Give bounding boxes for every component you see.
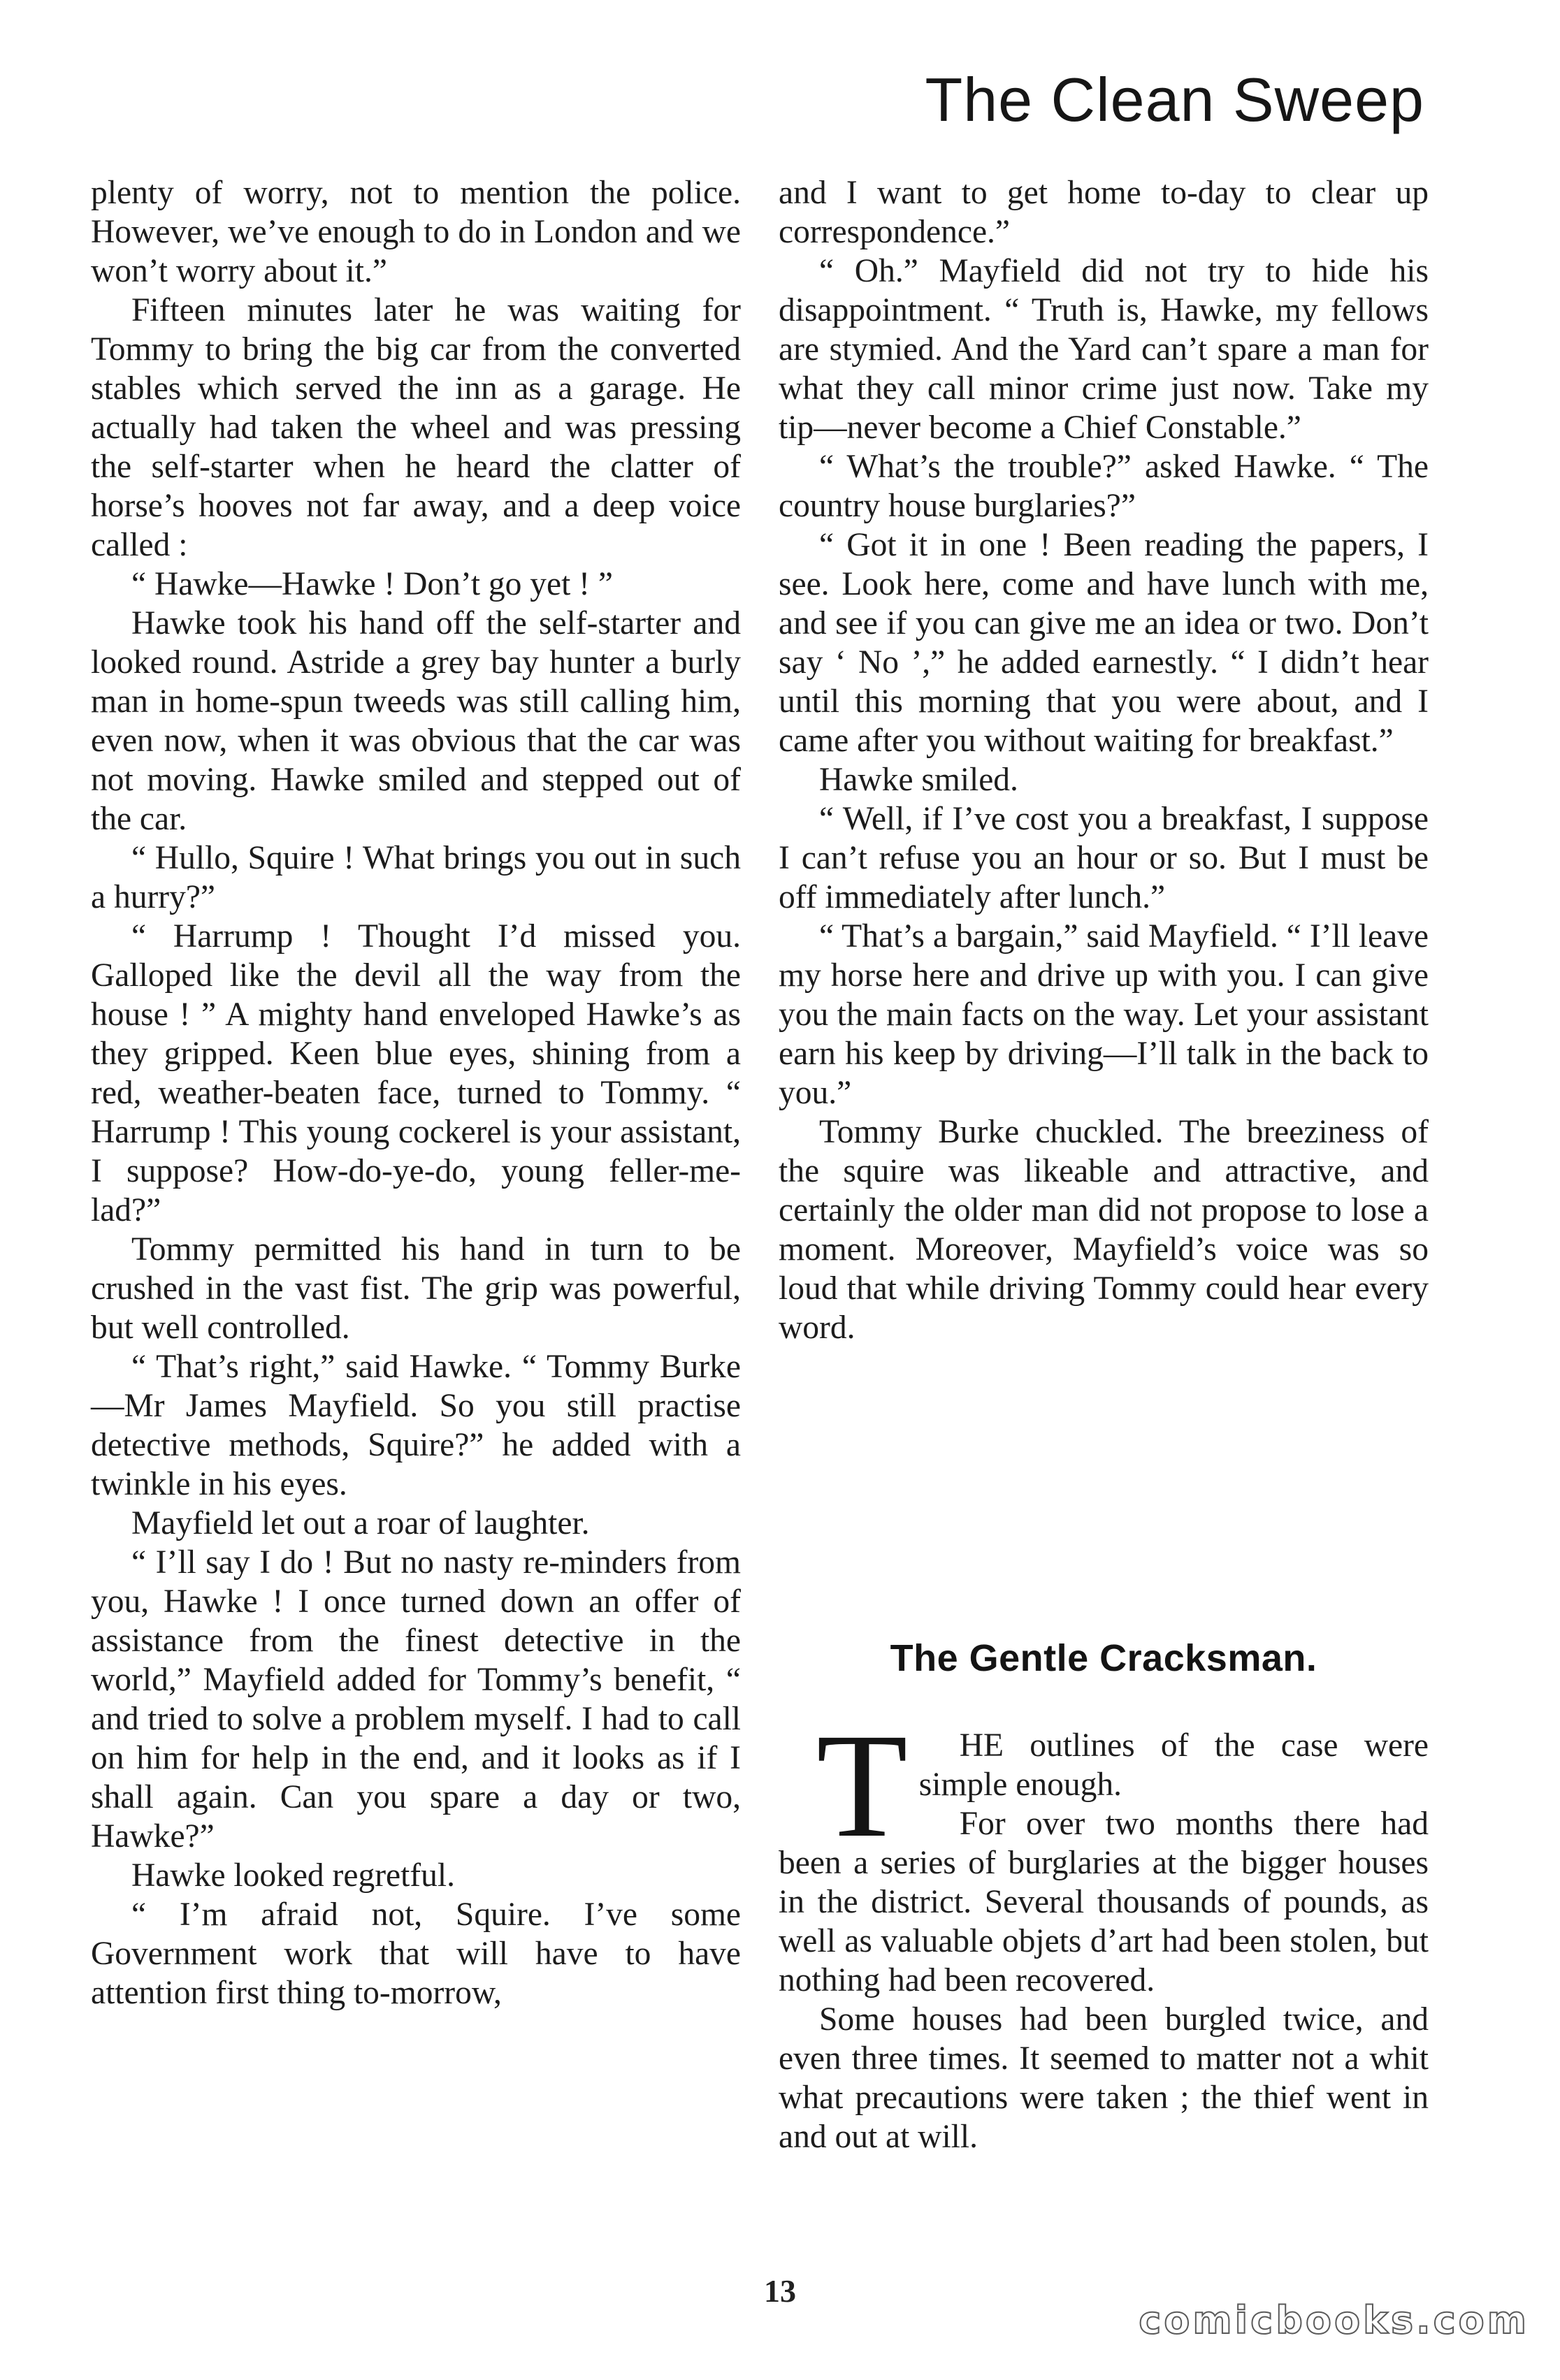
paragraph: Hawke smiled. (819, 762, 1018, 798)
section-heading: The Gentle Cracksman. (890, 1637, 1317, 1679)
paragraph: Tommy Burke chuckled. The breeziness of the squire was likeable and attractive, and certainly the older man did not propose to lose a moment. Moreover, Mayfield’s voice was so loud that while driving Tommy could hear every word. (779, 1114, 1429, 1346)
paragraph: “ That’s a bargain,” said Mayfield. “ I’ll leave my horse here and drive up with you. I can give you the main facts on the way. Let your assistant earn his keep by driving—I’ll talk in the back to you.” (779, 918, 1429, 1111)
first-paragraph-text: HE outlines of the case were simple enough. (918, 1727, 1429, 1803)
paragraph: Hawke took his hand off the self-starter and looked round. Astride a grey bay hunter a burly man in home-spun tweeds was still calling him, even now, when it was obvious that the car was not moving. Hawke smiled and stepped out of the car. (91, 605, 741, 837)
paragraph: plenty of worry, not to mention the police. However, we’ve enough to do in London and we won’t worry about it.” (91, 175, 741, 289)
paragraph: “ I’m afraid not, Squire. I’ve some Government work that will have to have attention first thing to-morrow, (91, 1896, 741, 2011)
paragraph: Mayfield let out a roar of laughter. (131, 1505, 590, 1541)
paragraph: “ Oh.” Mayfield did not try to hide his disappointment. “ Truth is, Hawke, my fellows are stymied. And the Yard can’t spare a man for what they call minor crime just now. Take my tip—never become a Chief Constable.” (779, 253, 1429, 446)
right-column-lower (779, 1703, 1429, 2156)
paragraph: and I want to get home to-day to clear up correspondence.” (779, 175, 1429, 250)
paragraph: “ Hawke—Hawke ! Don’t go yet ! ” (131, 566, 613, 602)
paragraph: “ I’ll say I do ! But no nasty re-minders from you, Hawke ! I once turned down an offer of assistance from the finest detective in the world,” Mayfield added for Tommy’s benefit, “ and tried to solve a problem myself. I had to call on him for help in the end, and it looks as if I shall again. Can you spare a day or two, Hawke?” (91, 1544, 741, 1855)
watermark-logo: comicbooks.com (1139, 2298, 1529, 2342)
paragraph: “ What’s the trouble?” asked Hawke. “ The country house burglaries?” (779, 449, 1429, 524)
right-column-upper (779, 173, 1429, 1347)
left-column (91, 173, 741, 2012)
paragraph: Tommy permitted his hand in turn to be crushed in the vast fist. The grip was powerful, but well controlled. (91, 1231, 741, 1346)
paragraph: For over two months there had been a series of burglaries at the bigger houses in the district. Several thousands of pounds, as well as valuable objets d’art had been stolen, but nothing had been recovered. (779, 1806, 1429, 1998)
first-paragraph (779, 1703, 1429, 1869)
drop-cap: T (816, 1703, 908, 1869)
page-number: 13 (764, 2273, 796, 2309)
paragraph: “ Well, if I’ve cost you a breakfast, I suppose I can’t refuse you an hour or so. But I must be off immediately after lunch.” (779, 801, 1429, 915)
paragraph: Hawke looked regretful. (131, 1857, 455, 1894)
paragraph: “ Harrump ! Thought I’d missed you. Galloped like the devil all the way from the house ! ” A mighty hand enveloped Hawke’s as they gripped. Keen blue eyes, shining from a red, weather-beaten face, turned to Tommy. “ Harrump ! This young cockerel is your assistant, I suppose? How-do-ye-do, young feller-me-lad?” (91, 918, 741, 1228)
paragraph: “ Got it in one ! Been reading the papers, I see. Look here, come and have lunch with me, and see if you can give me an idea or two. Don’t say ‘ No ’,” he added earnestly. “ I didn’t hear until this morning that you were about, and I came after you without waiting for breakfast.” (779, 527, 1429, 759)
paragraph: Fifteen minutes later he was waiting for Tommy to bring the big car from the converted stables which served the inn as a garage. He actually had taken the wheel and was pressing the self-starter when he heard the clatter of horse’s hooves not far away, and a deep voice called : (91, 292, 741, 563)
paragraph: “ Hullo, Squire ! What brings you out in such a hurry?” (91, 840, 741, 915)
running-title: The Clean Sweep (925, 65, 1424, 134)
paragraph: “ That’s right,” said Hawke. “ Tommy Burke—Mr James Mayfield. So you still practise detective methods, Squire?” he added with a twinkle in his eyes. (91, 1349, 741, 1502)
paragraph: Some houses had been burgled twice, and even three times. It seemed to matter not a whit what precautions were taken ; the thief went in and out at will. (779, 2001, 1429, 2155)
